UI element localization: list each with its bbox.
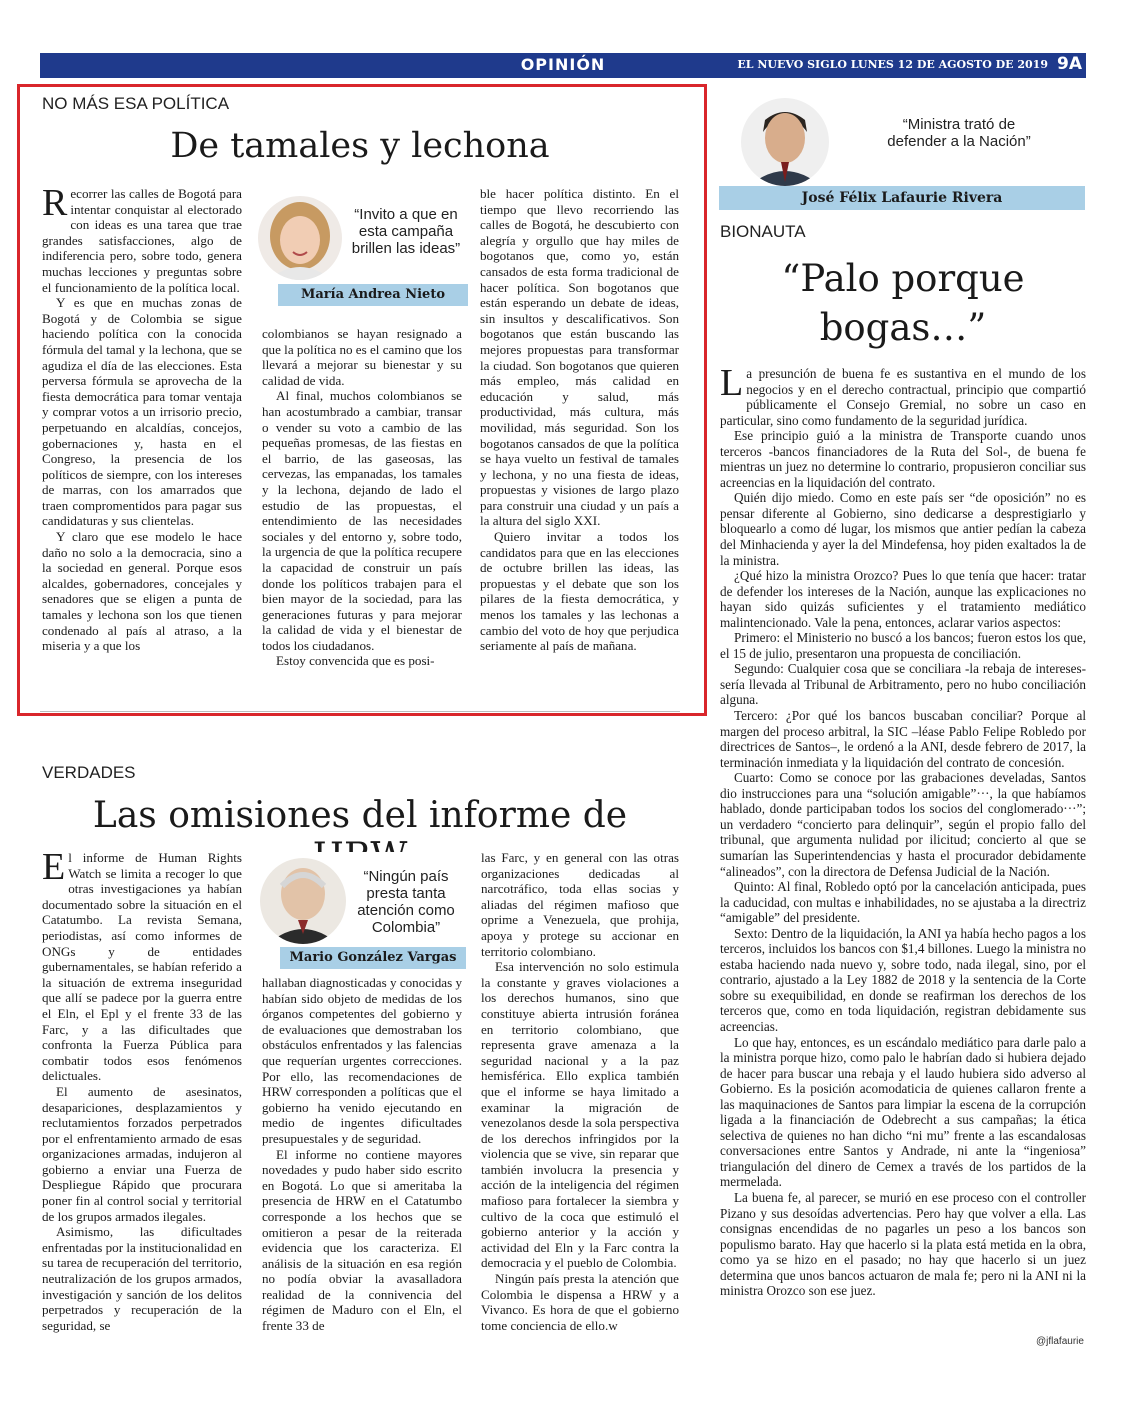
author-handle: @jflafaurie xyxy=(1036,1336,1084,1347)
title-line: “Palo porque xyxy=(781,257,1025,300)
paragraph: Estoy convencida que es posi- xyxy=(276,653,435,669)
paragraph: Al final, muchos colombianos se han acostumbrado a cambiar, transar o vender su voto a cambio de las pequeñas promesas, de las fiestas en el barrio, de las gaseosas, las cervezas, las empanadas, los tamales y la lechona, dejando de lado el estudio de las propuestas, el entendimiento de las necesidades sociales y del entorno y, sobre todo, la urgencia de que la política recupere la capacidad de construir un país donde los políticos trabajen para el bien mayor de la sociedad, para las generaciones futuras y para mejorar la calidad de vida y el bienestar de todos los ciudadanos. xyxy=(262,388,462,653)
author-portrait xyxy=(741,98,829,186)
paragraph: las Farc, y en general con las otras organizaciones dedicadas al narcotráfico, toda ellas socias y aliadas del régimen mafioso que oprime a Venezuela, que prohija, apoya y protege su accionar en territorio colombiano. xyxy=(481,850,679,959)
article2-kicker: VERDADES xyxy=(42,763,136,782)
paragraph: Sexto: Dentro de la liquidación, la ANI ya había hecho pagos a los terceros, incluidos los bancos con $1,4 billones. Luego la ministra no estaba haciendo nada nuevo y, sobre todo, nada ilegal, sino, por el contrario, ajustado a la Ley 1882 de 2018 y la sentencia de la Corte sobre su exequibilidad, en donde se reafirman los derechos de los terceros que, como en toda liquidación, registran debidamente sus acreencias. xyxy=(720,925,1086,1034)
paragraph: Y claro que ese modelo le hace daño no solo a la democracia, sino a la sociedad en general. Porque esos alcaldes, gobernadores, concejales y senadores que se eligen a punta de tamales y lechona son los que tienen condenado al país al atraso, a la miseria y a que los xyxy=(42,529,242,654)
paragraph: ¿Qué hizo la ministra Orozco? Pues lo que tenía que hacer: tratar de defender los intereses de la Nación, aunque las explicaciones no hayan sido quizás suficientes y el tratamiento mediático malintencionado. Vale la pena, entonces, aclarar varios aspectos: xyxy=(720,568,1086,630)
dropcap: E xyxy=(42,846,66,888)
article2-column-2 xyxy=(262,975,462,1334)
article3-body xyxy=(720,362,1086,1299)
dropcap: L xyxy=(720,362,744,404)
author-byline: Mario González Vargas xyxy=(280,947,466,969)
paragraph: Quién dijo miedo. Como en este país ser “de oposición” no es pensar diferente al Gobierno, sino dedicarse a desprestigiarlo y bloquearlo a como dé lugar, los mismos que antier pedían la cabeza del Minhacienda y ayer la del Mindefensa, hoy piden exaltados la de la ministra. xyxy=(720,490,1086,568)
paragraph: Cuarto: Como se conoce por las grabaciones develadas, Santos dio instrucciones para una “solución amigable”···, la que habíamos hablado, donde participaban todos los socios del conglomerado···”; un verdadero “concierto para delinquir”, según el propio fallo del tribunal, que argumenta nulidad por ilicitud; concierto al que se sumarían las Superintendencias y hasta el procurador debidamente “alineados”, con la directora de Defensa Judicial de la Nación. xyxy=(720,770,1086,879)
pull-quote: “Ministra trató de defender a la Nación” xyxy=(887,116,1031,150)
article1-column-2 xyxy=(262,326,462,669)
author-byline: José Félix Lafaurie Rivera xyxy=(719,186,1085,210)
paragraph: Ningún país presta la atención que Colombia le dispensa a HRW y a Vivanco. Es hora de que el gobierno tome conciencia de ello.w xyxy=(481,1271,679,1333)
paragraph: Asimismo, las dificultades enfrentadas por la institucionalidad en su tarea de recuperación del territorio, neutralización de los grupos armados, investigación y sanción de los delitos perpetrados y recuperación de la seguridad, se xyxy=(42,1224,242,1333)
article1-kicker: NO MÁS ESA POLÍTICA xyxy=(42,94,230,113)
paragraph: ble hacer política distinto. En el tiempo que llevo recorriendo las calles de Bogotá, he descubierto con alegría y orgullo que hay miles de bogotanos que, como yo, están cansados de esta forma tradicional de hacer política. Son bogotanos que están esperando un debate de ideas, sin insultos y descalificativos. Son bogotanos que están buscando las mejores propuestas para transformar la ciudad. Son bogotanos que quieren más empleo, más calidad en educación y salud, más productividad, más cultura, más movilidad, más seguridad. Son los bogotanos cansados de que la política se haya vuelto un festival de tamales y lechona, y no una fiesta de ideas, propuestas y visiones de largo plazo para construir una ciudad y un país a la altura del siglo XXI. xyxy=(480,186,679,529)
article2-column-3 xyxy=(481,850,679,1333)
section-header-bar xyxy=(40,53,1086,78)
section-title: OPINIÓN xyxy=(520,55,606,74)
paragraph: Quiero invitar a todos los candidatos para que en las elecciones de octubre brillen las ideas, las propuestas y el debate que son los pilares de la fiesta democrática, y menos los tamales y las lechonas a cambio del voto de hoy que perjudica seriamente al país de mañana. xyxy=(480,529,679,654)
paragraph: Lo que hay, entonces, es un escándalo mediático para darle palo a la ministra porque hizo, como palo le habrían dado si hubiera dejado de hacer para buscar una rebaja y el laudo hubiera sido adverso al Gobierno. Es la posición acomodaticia de quienes callaron frente a las maquinaciones de Santos para limpiar la escena de la corrupción ligada a la financiación de Odebrecht a sus campañas; la ética selectiva de quienes no han dicho “ni mu” frente a las escandalosas conversaciones entre Santos y Andrade, ni ante la “ingeniosa” triangulación del dinero de Cemex a través de los partidos de la mermelada. xyxy=(720,1034,1086,1190)
paragraph: Primero: el Ministerio no buscó a los bancos; fueron estos los que, el 15 de julio, presentaron una propuesta de conciliación. xyxy=(720,630,1086,661)
article3-quote-box xyxy=(719,98,1085,211)
page-number: 9A xyxy=(1057,54,1082,74)
article1-column-1 xyxy=(42,182,242,654)
author-portrait xyxy=(258,196,342,280)
article1-quote-box xyxy=(254,188,468,308)
masthead-date: EL NUEVO SIGLO LUNES 12 DE AGOSTO DE 2019 xyxy=(737,58,1048,71)
paragraph: El aumento de asesinatos, desapariciones, desplazamientos y reclutamientos forzados perpetrados por el enfrentamiento armado de esas organizaciones armadas, indujeron al gobierno a enviar una Fuerza de Despliegue Rápido que procurara poner fin al control social y territorial de los grupos armados ilegales. xyxy=(42,1083,242,1224)
article3-kicker: BIONAUTA xyxy=(720,222,806,241)
paragraph: l informe de Human Rights Watch se limita a recoger lo que otras investigaciones ya habían documentado sobre la situación en el Catatumbo. La revista Semana, periodistas, así como informes de ONGs y de entidades gubernamentales, se habían referido a la situación de extrema inseguridad que allí se padece por la guerra entre el Eln, el Epl y el frente 33 de las Farc, y a las dificultades que confronta la Fuerza Pública para combatir todos esos fenómenos delictuales. xyxy=(42,850,242,1084)
paragraph: Quinto: Al final, Robledo optó por la cancelación anticipada, pues la caducidad, con multas e inhabilidades, no se ajustaba a la directriz “amigable” del presidente. xyxy=(720,879,1086,926)
author-portrait xyxy=(260,858,346,944)
paragraph: Tercero: ¿Por qué los bancos buscaban conciliar? Porque al margen del proceso arbitral, la SIC –léase Pablo Felipe Robledo por directrices de Santos–, le ordenó a la ANI, desde febrero de 2017, la terminación inmediata y la liquidación del contrato de concesión. xyxy=(720,708,1086,770)
paragraph: hallaban diagnosticadas y conocidas y habían sido objeto de medidas de los órganos competentes del gobierno y de evaluaciones que demostraban los obstáculos enfrentados y las falencias que requerían urgentes correcciones. Por ello, las recomendaciones de HRW corresponden a políticas que el gobierno ha venido ejecutando en medio de ingentes dificultades presupuestales y de seguridad. xyxy=(262,975,462,1146)
article1-column-3 xyxy=(480,186,679,654)
paragraph: ecorrer las calles de Bogotá para intentar conquistar al electorado con ideas es una tarea que trae grandes satisfacciones, algo de indiferencia pero, sobre todo, genera muchas lecciones y preguntas sobre el funcionamiento de la política local. xyxy=(42,186,242,295)
paragraph: a presunción de buena fe es sustantiva en el mundo de los negocios y en el derecho contractual, principio que compartió públicamente el Consejo Gremial, no sobre un caso en particular, sino como fundamento de la seguridad jurídica. xyxy=(720,366,1086,428)
paragraph: Ese principio guió a la ministra de Transporte cuando unos terceros -bancos financiadores de la Ruta del Sol-, de buena fe mientras un juez no determine lo contrario, propusieron conciliar sus acreencias en la liquidación del contrato. xyxy=(720,428,1086,490)
paragraph: colombianos se hayan resignado a que la política no es el camino que los llevará a mejorar su bienestar y su calidad de vida. xyxy=(262,326,462,388)
paragraph: Y es que en muchas zonas de Bogotá y de Colombia se sigue haciendo política con la conocida fórmula del tamal y la lechona, que se agudiza el día de las elecciones. Esta perversa fórmula se aprovecha de la fiesta democrática para tomar ventaja y comprar votos a un irrisorio precio, perpetuando en alcaldías, concejos, gobernaciones y, hasta en el Congreso, la presencia de los políticos de siempre, con los intereses de marras, con los amarrados que traen compromentidos para pagar sus candidaturas y sus clientelas. xyxy=(42,295,242,529)
article2-quote-box xyxy=(256,852,466,970)
title-line: bogas…” xyxy=(819,306,987,349)
divider xyxy=(40,711,680,712)
paragraph: Esa intervención no solo estimula la constante y graves violaciones a los derechos humanos, sino que constituye abierta intrusión foránea en territorio colombiano, que representa grave amenaza a la seguridad nacional y a la paz hemisférica. Ello explica también que el informe se haya limitado a examinar la migración de venezolanos desde la sola perspectiva de los derechos infringidos por la violencia que se vive, sin reparar que también involucra la presencia y acción de la inteligencia del régimen mafioso para fortalecer la siembra y cultivo de la coca que estimuló el gobierno anterior y la acción y actividad del Eln y la Farc contra la democracia y el pueblo de Colombia. xyxy=(481,959,679,1271)
author-byline: María Andrea Nieto xyxy=(278,284,468,306)
article1-title: De tamales y lechona xyxy=(170,126,550,166)
paragraph: La buena fe, al parecer, se murió en ese proceso con el controller Pizano y sus desoídas advertencias. Pero hay que volver a ella. Las consignas encendidas de no pagarles un peso a los bancos son populismo barato. Hay que hacerlo si la plata está metida en la obra, como ya se hizo en el pasado; no hay que hacerlo si un juez determina que unos bancos actuaron de mala fe; pero ni la ANI ni la ministra Orozco son ese juez. xyxy=(720,1189,1086,1299)
article3-title xyxy=(720,254,1086,352)
article2-column-1 xyxy=(42,846,242,1333)
article2-title: Las omisiones del informe de xyxy=(92,795,628,836)
pull-quote: “Ningún país presta tanta atención como Colombia” xyxy=(357,868,455,936)
pull-quote: “Invito a que en esta campaña brillen las ideas” xyxy=(351,206,461,257)
paragraph: El informe no contiene mayores novedades y pudo haber sido escrito en Bogotá. Lo que si ameritaba la presencia de HRW en el Catatumbo corresponde a los hechos que se omitieron a pesar de la reiterada evidencia que los caracteriza. El análisis de la situación en esa región no podía obviar la avasalladora realidad de la connivencia del régimen de Maduro con el Eln, el frente 33 de xyxy=(262,1146,462,1334)
dropcap: R xyxy=(42,182,68,224)
paragraph: Segundo: Cualquier cosa que se conciliara -la rebaja de intereses- sería llevada al Tribunal de Arbitramento, pero no hubo conciliación alguna. xyxy=(720,661,1086,708)
